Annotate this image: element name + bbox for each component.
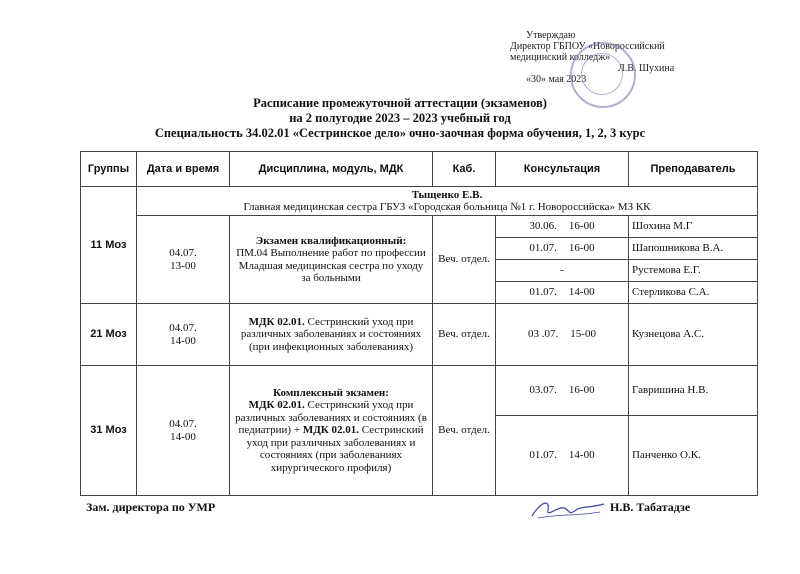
approval-line: Утверждаю — [526, 30, 576, 41]
consultation-date: 01.07. — [529, 242, 557, 255]
table-header-row — [81, 152, 758, 187]
consultation-cell: - — [496, 260, 629, 282]
consultation-cell — [496, 238, 629, 260]
discipline-text: Сестринский уход при различных заболеваниях и состояниях (при инфекционных заболеваниях) — [240, 315, 422, 353]
discipline-heading: Комплексный экзамен: — [273, 386, 389, 399]
teacher-cell: Рустемова Е.Г. — [629, 260, 758, 282]
teacher-cell: Стерликова С.А. — [629, 282, 758, 304]
schedule-table — [80, 151, 758, 496]
discipline-heading: Экзамен квалификационный: — [255, 234, 407, 247]
consultation-time: 16-00 — [568, 220, 595, 233]
exam-time: 14-00 — [170, 334, 196, 347]
consultation-cell — [496, 282, 629, 304]
teacher-cell: Шохина М.Г — [629, 216, 758, 238]
teacher-cell: Панченко О.К. — [629, 416, 758, 496]
room-cell: Веч. отдел. — [433, 216, 496, 304]
table-row — [81, 366, 758, 416]
header-consultation: Консультация — [496, 152, 629, 187]
page-specialty: Специальность 34.02.01 «Сестринское дело» очно-заочная форма обучения, 1, 2, 3 курс — [154, 126, 646, 140]
approval-line: Директор ГБПОУ «Новороссийский — [510, 41, 665, 52]
group-cell: 31 Моз — [81, 366, 137, 496]
discipline-cell — [230, 216, 433, 304]
consultation-cell — [496, 304, 629, 366]
teacher-cell: Кузнецова А.С. — [629, 304, 758, 366]
exam-date: 04.07. — [169, 322, 197, 334]
datetime-cell — [137, 366, 230, 496]
table-row — [81, 216, 758, 238]
consultation-time: 14-00 — [568, 286, 595, 299]
exam-date: 04.07. — [169, 418, 197, 430]
group-cell: 21 Моз — [81, 304, 137, 366]
consultation-cell — [496, 216, 629, 238]
header-discipline: Дисциплина, модуль, МДК — [230, 152, 433, 187]
header-room: Каб. — [433, 152, 496, 187]
page-title: Расписание промежуточной аттестации (экзаменов) — [253, 96, 547, 110]
chair-cell — [137, 187, 758, 216]
teacher-cell: Шапошникова В.А. — [629, 238, 758, 260]
header-groups: Группы — [81, 152, 137, 187]
consultation-time: 14-00 — [568, 449, 595, 462]
consultation-date: 30.06. — [529, 220, 557, 233]
discipline-text: Сестринский уход при различных заболеваниях и состояниях (в педиатрии) + — [235, 399, 427, 437]
discipline-cell — [230, 366, 433, 496]
header-teacher: Преподаватель — [629, 152, 758, 187]
room-cell: Веч. отдел. — [433, 366, 496, 496]
consultation-time: 15-00 — [570, 328, 596, 341]
room-cell: Веч. отдел. — [433, 304, 496, 366]
exam-time: 14-00 — [170, 430, 196, 443]
signature-icon — [528, 496, 608, 522]
table-row — [81, 187, 758, 216]
datetime-cell — [137, 304, 230, 366]
consultation-cell — [496, 366, 629, 416]
discipline-code: МДК 02.01. — [248, 315, 305, 328]
teacher-cell: Гавришина Н.В. — [629, 366, 758, 416]
footer-position: Зам. директора по УМР — [86, 500, 216, 514]
discipline-text: ПМ.04 Выполнение работ по профессии Младшая медицинская сестра по уходу за больными — [236, 247, 426, 284]
consultation-date: 01.07. — [529, 286, 557, 299]
consultation-date: 01.07. — [529, 449, 557, 462]
group-cell: 11 Моз — [81, 187, 137, 304]
approval-line: медицинский колледж» — [510, 52, 611, 63]
datetime-cell — [137, 216, 230, 304]
footer-name: Н.В. Табатадзе — [610, 500, 691, 514]
approval-line: «30» мая 2023 — [526, 74, 587, 85]
consultation-time: 16-00 — [568, 242, 595, 255]
chair-title: Главная медицинская сестра ГБУЗ «Городская больница №1 г. Новороссийска» МЗ КК — [243, 201, 651, 213]
chair-name: Тыщенко Е.В. — [411, 188, 483, 201]
exam-date: 04.07. — [169, 247, 197, 259]
discipline-cell — [230, 304, 433, 366]
consultation-date: 03.07. — [529, 384, 557, 397]
consultation-time: 16-00 — [568, 384, 595, 397]
exam-time: 13-00 — [170, 259, 196, 272]
discipline-text: Сестринский уход при различных заболеваниях и состояниях (при заболеваниях хирургического профиля) — [246, 424, 424, 474]
consultation-date: 03 .07. — [528, 328, 559, 341]
table-row — [81, 304, 758, 366]
discipline-code: МДК 02.01. — [302, 424, 359, 437]
consultation-cell — [496, 416, 629, 496]
approval-line: Л.В. Шухина — [618, 63, 675, 74]
page-subtitle: на 2 полугодие 2023 – 2023 учебный год — [289, 111, 511, 125]
header-datetime: Дата и время — [137, 152, 230, 187]
discipline-code: МДК 02.01. — [248, 399, 305, 412]
